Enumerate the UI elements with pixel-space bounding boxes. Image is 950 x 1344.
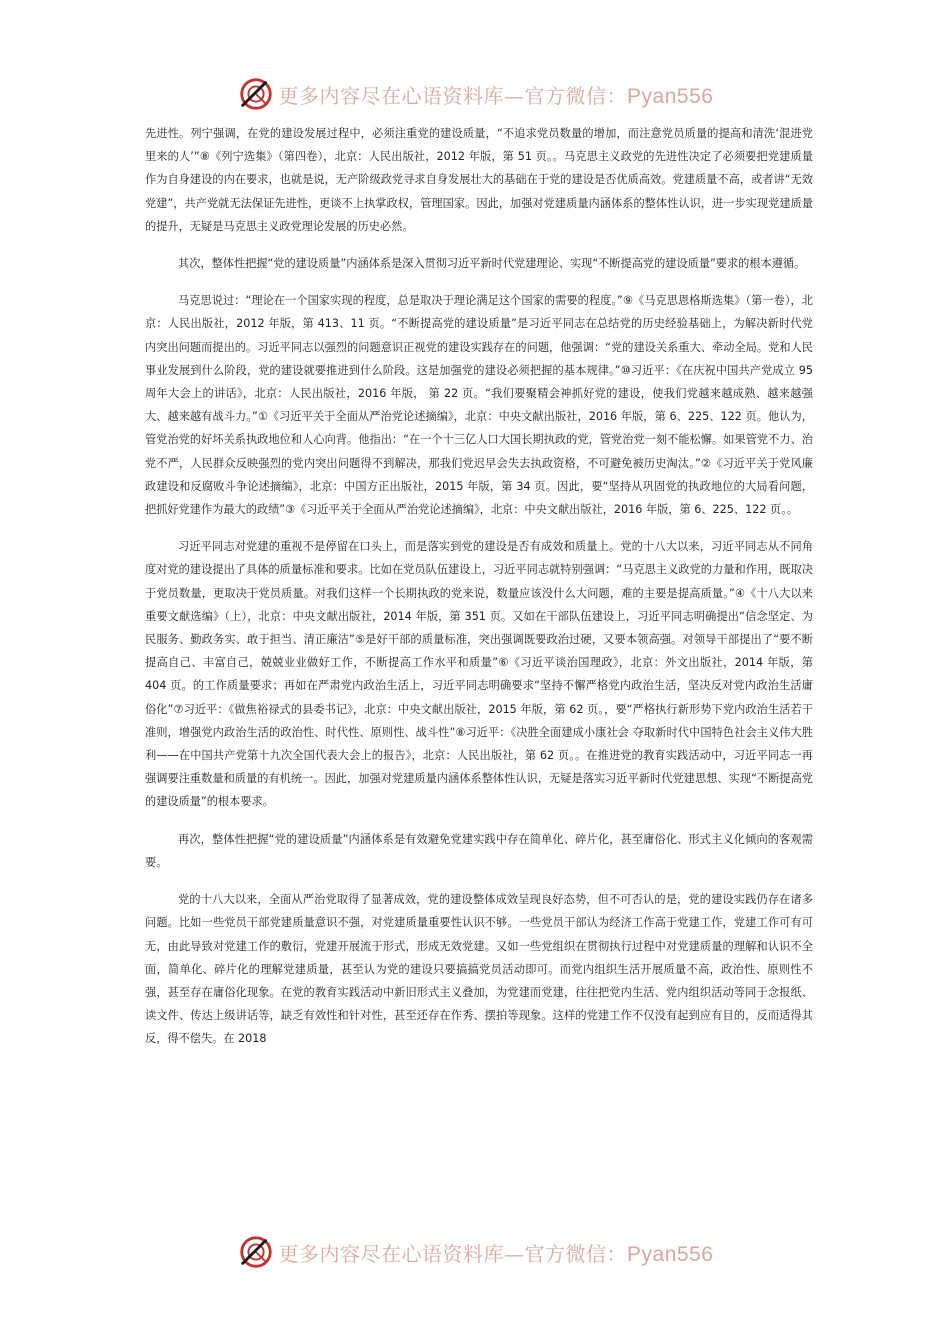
paragraph-4: 习近平同志对党建的重视不是停留在口头上，而是落实到党的建设是否有成效和质量上。党的十八大以来，习近平同志从不同角度对党的建设提出了具体的质量标准和要求。比如在党员队伍建设上，习近平同志就特别强调：“马克思主义政党的力量和作用，既取决于党员数量，更取决于党员质量。对我们这样一个长期执政的党来说，数量应该没什么大问题，难的主要是提高质量。”④《十八大以来重要文献选编》（上），北京：中央文献出版社，2014 年版，第 351 页。又如在干部队伍建设上，习近平同志明确提出“信念坚定、为民服务、勤政务实、敢于担当、清正廉洁”⑤是好干部的质量标准，突出强调既要政治过硬，又要本领高强。对领导干部提出了“要不断提高自己、丰富自己，兢兢业业做好工作，不断提高工作水平和质量”⑥《习近平谈治国理政》，北京：外文出版社，2014 年版，第 404 页。的工作质量要求；再如在严肃党内政治生活上，习近平同志明确要求“坚持不懈严格党内政治生活，坚决反对党内政治生活庸俗化”⑦习近平：《做焦裕禄式的县委书记》，北京：中央文献出版社，2015 年版，第 62 页。，要“严格执行新形势下党内政治生活若干准则，增强党内政治生活的政治性、时代性、原则性、战斗性”⑧习近平：《决胜全面建成小康社会 夺取新时代中国特色社会主义伟大胜利——在中国共产党第十九次全国代表大会上的报告》，北京：人民出版社，第 62 页。。在推进党的教育实践活动中，习近平同志一再强调要注重数量和质量的有机统一。因此，加强对党建质量内涵体系整体性认识，无疑是落实习近平新时代党建思想、实现“不断提高党的建设质量”的根本要求。 (145, 540, 813, 809)
document-body (145, 122, 813, 1065)
header-banner (0, 70, 950, 118)
footer-banner (0, 1228, 950, 1276)
paragraph-5: 再次，整体性把握“党的建设质量”内涵体系是有效避免党建实践中存在简单化、碎片化，甚至庸俗化、形式主义化倾向的客观需要。 (145, 832, 813, 869)
paragraph-6: 党的十八大以来，全面从严治党取得了显著成效，党的建设整体成效呈现良好态势，但不可否认的是，党的建设实践仍存在诸多问题。比如一些党员干部党建质量意识不强，对党建质量重要性认识不够。一些党员干部认为经济工作高于党建工作，党建工作可有可无，由此导致对党建工作的敷衍，党建开展流于形式，形成无效党建。又如一些党组织在贯彻执行过程中对党建质量的理解和认识不全面，简单化、碎片化的理解党建质量，甚至认为党的建设只要搞搞党员活动即可。而党内组织生活开展质量不高，政治性、原则性不强，甚至存在庸俗化现象。在党的教育实践活动中新旧形式主义叠加，为党建而党建，往往把党内生活、党内组织活动等同于念报纸、读文件、传达上级讲话等，缺乏有效性和针对性，甚至还存在作秀、摆拍等现象。这样的党建工作不仅没有起到应有目的，反而适得其反，得不偿失。在 2018 (145, 893, 813, 1046)
paragraph-3: 马克思说过：“理论在一个国家实现的程度，总是取决于理论满足这个国家的需要的程度。”⑨《马克思恩格斯选集》（第一卷），北京：人民出版社，2012 年版，第 413、11 页。“不断提高党的建设质量”是习近平同志在总结党的历史经验基础上，为解决新时代党内突出问题而提出的。习近平同志以强烈的问题意识正视党的建设实践存在的问题，他强调：“党的建设关系重大、牵动全局。党和人民事业发展到什么阶段，党的建设就要推进到什么阶段。这是加强党的建设必须把握的基本规律。”⑩习近平：《在庆祝中国共产党成立 95 周年大会上的讲话》，北京：人民出版社，2016 年版， 第 22 页。“我们要聚精会神抓好党的建设，使我们党越来越成熟、越来越强大、越来越有战斗力。”①《习近平关于全面从严治党论述摘编》，北京：中央文献出版社，2016 年版，第 6、225、122 页。他认为，管党治党的好坏关系执政地位和人心向背。他指出：“在一个十三亿人口大国长期执政的党，管党治党一刻不能松懈。如果管党不力、治党不严，人民群众反映强烈的党内突出问题得不到解决，那我们党迟早会失去执政资格，不可避免被历史淘汰。”②《习近平关于党风廉政建设和反腐败斗争论述摘编》，北京：中国方正出版社，2015 年版，第 34 页。因此，要“坚持从巩固党的执政地位的大局看问题，把抓好党建作为最大的政绩”③《习近平关于全面从严治党论述摘编》，北京：中央文献出版社，2016 年版，第 6、225、122 页。。 (145, 294, 813, 517)
brand-logo-icon (237, 1233, 275, 1271)
paragraph-1: 先进性。列宁强调，在党的建设发展过程中，必须注重党的建设质量，“不追求党员数量的增加，而注意党员质量的提高和清洗‘混进党里来的人’”⑧《列宁选集》（第四卷），北京：人民出版社，2012 年版，第 51 页。。马克思主义政党的先进性决定了必须要把党建质量作为自身建设的内在要求，也就是说，无产阶级政党寻求自身发展壮大的基础在于党的建设是否优质高效。党建质量不高，或者讲“无效党建”，共产党就无法保证先进性，更谈不上执掌政权，管理国家。因此，加强对党建质量内涵体系的整体性认识，进一步实现党建质量的提升，无疑是马克思主义政党理论发展的历史必然。 (145, 127, 813, 233)
footer-banner-wechat: Pyan556 (627, 1242, 714, 1266)
header-banner-text (279, 80, 714, 109)
header-banner-main: 更多内容尽在心语资料库—官方微信： (278, 83, 628, 108)
footer-banner-main: 更多内容尽在心语资料库—官方微信： (278, 1241, 628, 1266)
footer-banner-text (279, 1238, 714, 1267)
header-banner-wechat: Pyan556 (627, 84, 714, 108)
paragraph-2: 其次，整体性把握“党的建设质量”内涵体系是深入贯彻习近平新时代党建理论、实现“不断提高党的建设质量”要求的根本遵循。 (178, 257, 806, 271)
brand-logo-icon (237, 75, 275, 113)
